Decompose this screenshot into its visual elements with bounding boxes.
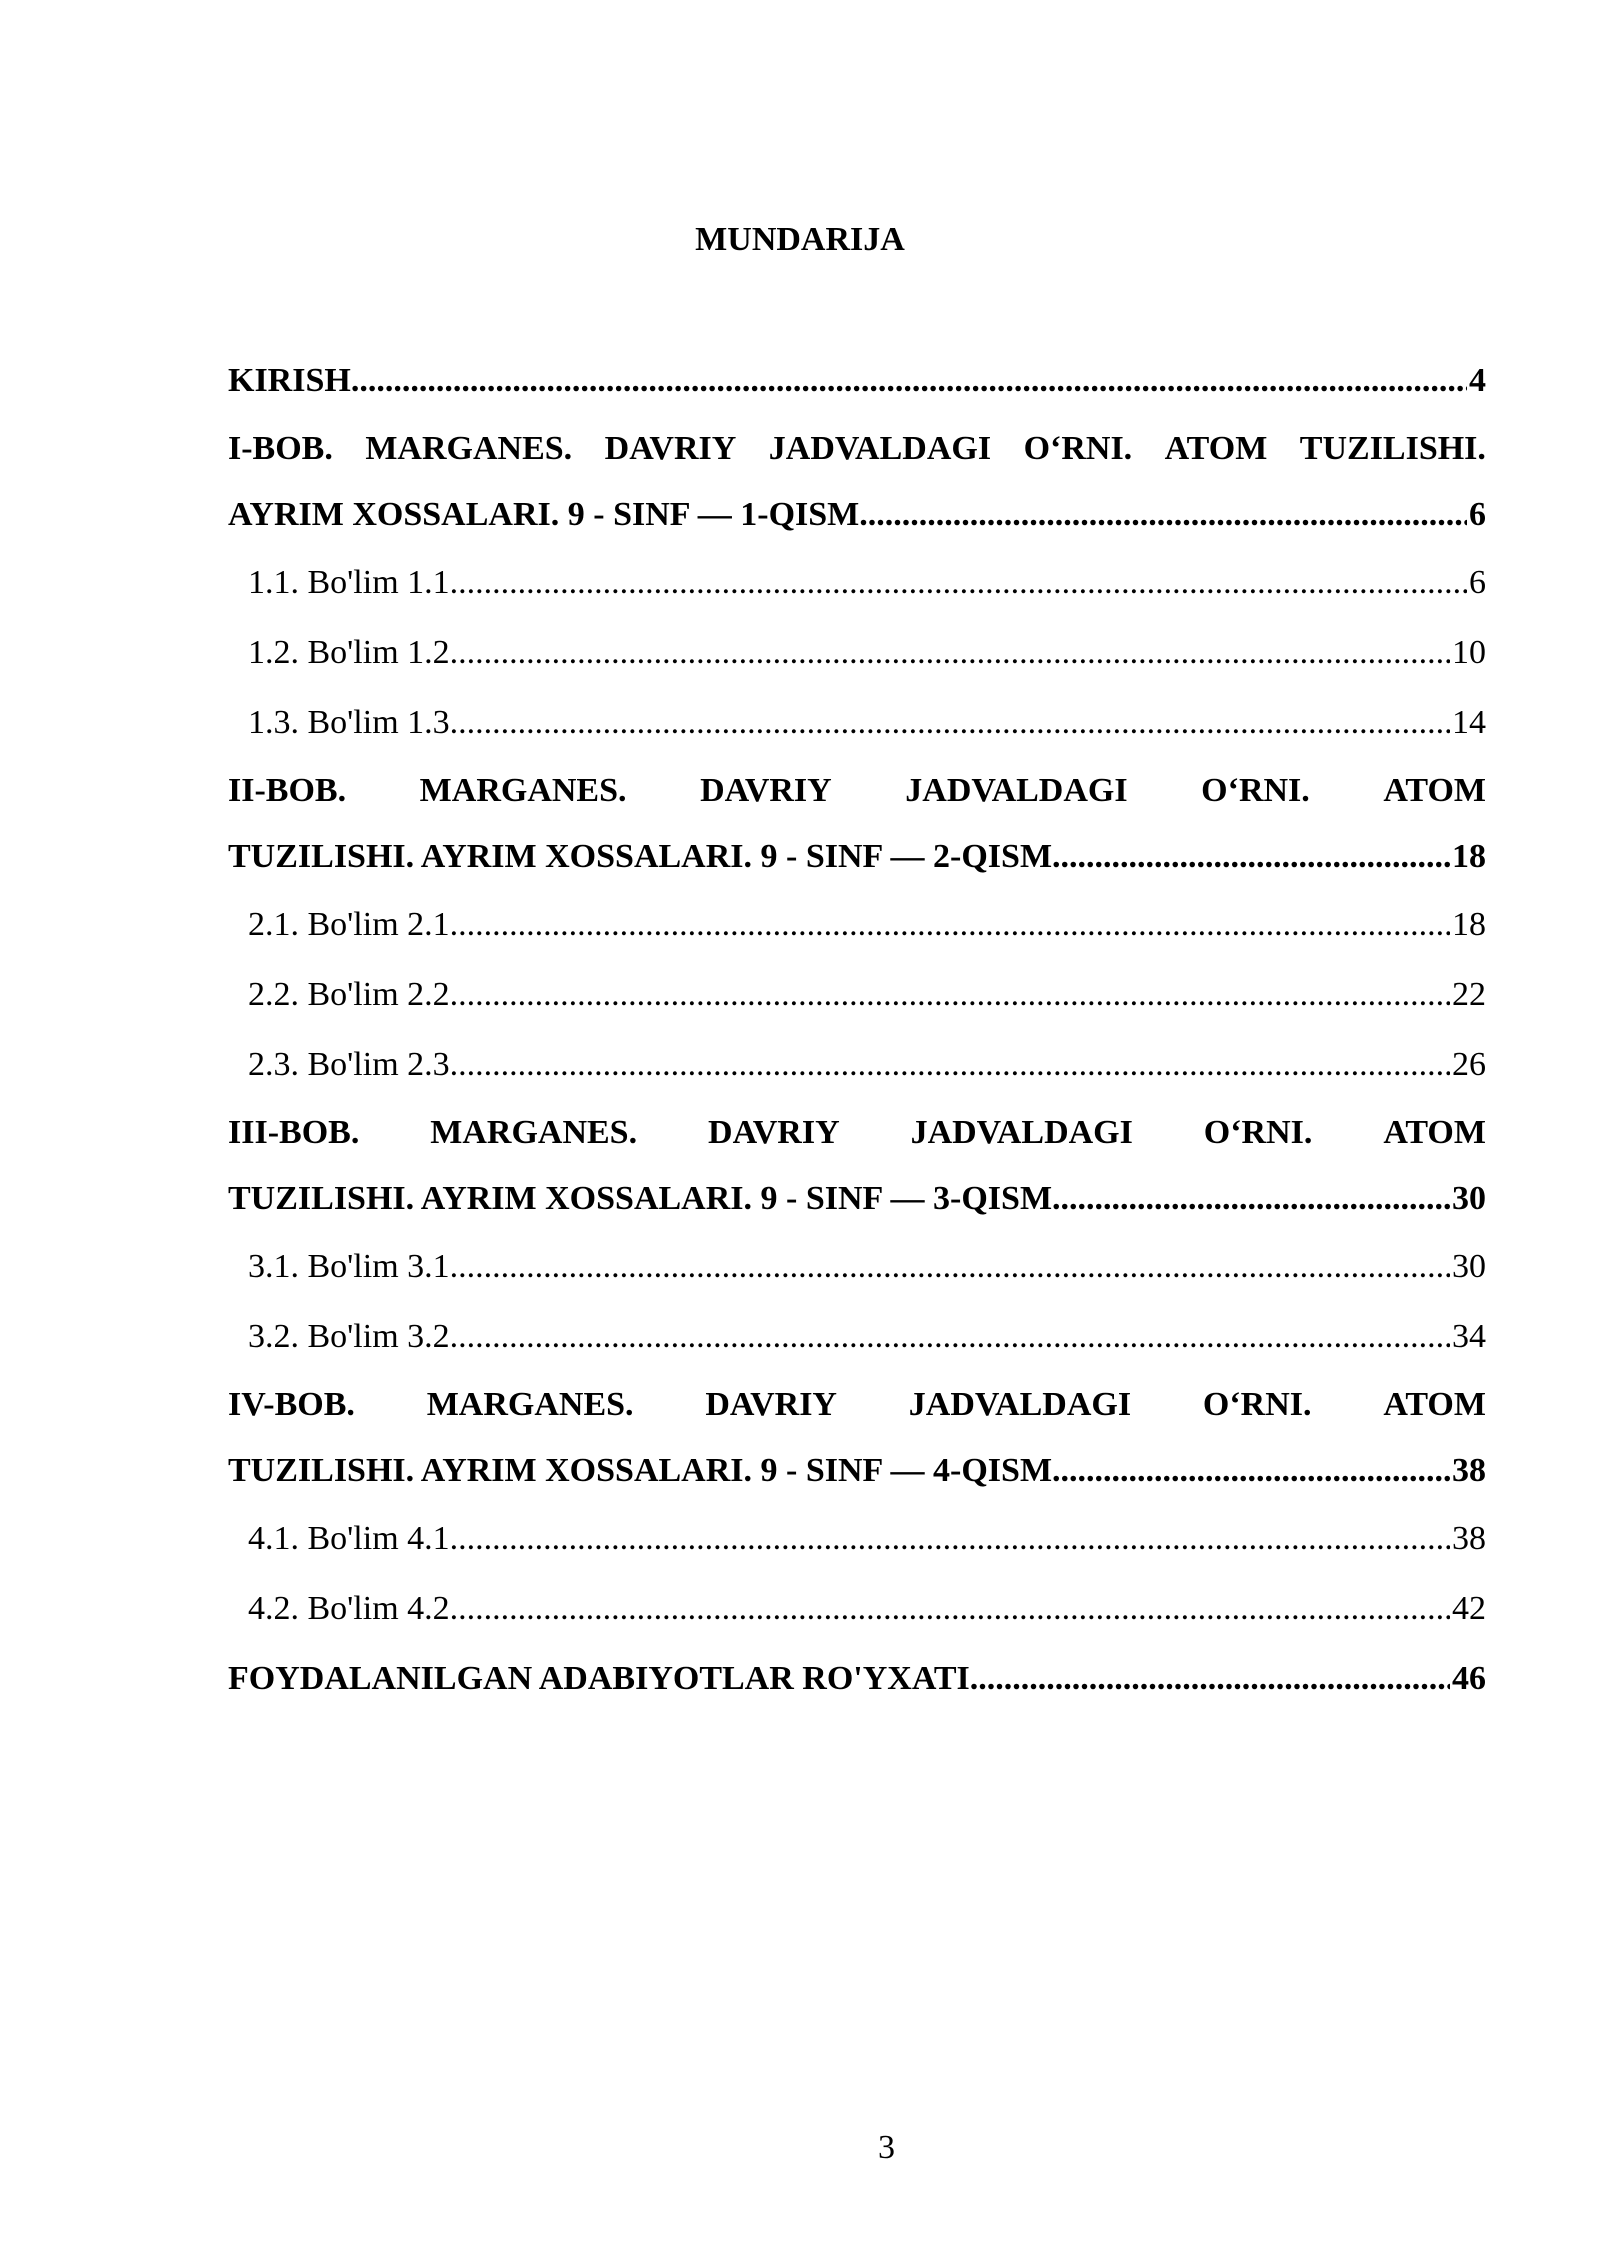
toc-entry-label: TUZILISHI. AYRIM XOSSALARI. 9 - SINF — 3-QISM bbox=[228, 1180, 1053, 1217]
dot-leader bbox=[450, 1302, 1450, 1372]
dot-leader bbox=[450, 890, 1450, 960]
dot-leader bbox=[1052, 1438, 1450, 1504]
dot-leader bbox=[450, 1232, 1450, 1302]
toc-entry-label: 4.2. Bo'lim 4.2 bbox=[248, 1590, 450, 1627]
toc-section-2-2[interactable] bbox=[228, 960, 1486, 1030]
word: JADVALDAGI bbox=[908, 1386, 1132, 1423]
toc-section-2-3[interactable] bbox=[228, 1030, 1486, 1100]
toc-section-4-1[interactable] bbox=[228, 1504, 1486, 1574]
word: JADVALDAGI bbox=[910, 1114, 1133, 1151]
toc-entry-page: 10 bbox=[1452, 634, 1486, 671]
toc-entry-label: 2.1. Bo'lim 2.1 bbox=[248, 906, 450, 943]
toc-entry-label: AYRIM XOSSALARI. 9 - SINF — 1-QISM bbox=[228, 496, 860, 533]
toc-entry-page: 38 bbox=[1452, 1452, 1486, 1489]
word: MARGANES. bbox=[426, 1386, 634, 1423]
toc-entry-page: 42 bbox=[1452, 1590, 1486, 1627]
dot-leader bbox=[1052, 1166, 1450, 1232]
toc-section-1-3[interactable] bbox=[228, 688, 1486, 758]
toc-entry-label: TUZILISHI. AYRIM XOSSALARI. 9 - SINF — 2-QISM bbox=[228, 838, 1053, 875]
word: MARGANES. bbox=[365, 430, 573, 467]
word: DAVRIY bbox=[604, 430, 737, 467]
toc-chapter-3-line2[interactable] bbox=[228, 1166, 1486, 1232]
dot-leader bbox=[1052, 824, 1450, 890]
word: ATOM bbox=[1164, 430, 1268, 467]
word: II-BOB. bbox=[228, 772, 347, 809]
toc-entry-label: 3.2. Bo'lim 3.2 bbox=[248, 1318, 450, 1355]
dot-leader bbox=[450, 1030, 1450, 1100]
dot-leader bbox=[450, 1504, 1450, 1574]
dot-leader bbox=[859, 482, 1467, 548]
word: O‘RNI. bbox=[1202, 1386, 1312, 1423]
toc-entry-page: 6 bbox=[1469, 496, 1486, 533]
toc-entry-page: 4 bbox=[1469, 362, 1486, 399]
toc-section-3-2[interactable] bbox=[228, 1302, 1486, 1372]
word: I-BOB. bbox=[228, 430, 333, 467]
word: JADVALDAGI bbox=[768, 430, 992, 467]
dot-leader bbox=[351, 346, 1467, 416]
toc-entry-kirish[interactable] bbox=[228, 346, 1486, 416]
toc-entry-label: 2.3. Bo'lim 2.3 bbox=[248, 1046, 450, 1083]
dot-leader bbox=[970, 1644, 1450, 1714]
toc-entry-references[interactable] bbox=[228, 1644, 1486, 1714]
dot-leader bbox=[450, 548, 1467, 618]
toc-chapter-2-line2[interactable] bbox=[228, 824, 1486, 890]
dot-leader bbox=[450, 688, 1450, 758]
word: MARGANES. bbox=[430, 1114, 638, 1151]
toc-section-1-1[interactable] bbox=[228, 548, 1486, 618]
toc-entry-label: 1.3. Bo'lim 1.3 bbox=[248, 704, 450, 741]
toc-entry-label: 1.2. Bo'lim 1.2 bbox=[248, 634, 450, 671]
toc-entry-page: 18 bbox=[1452, 838, 1486, 875]
toc-chapter-3-line1[interactable] bbox=[228, 1100, 1486, 1166]
dot-leader bbox=[450, 618, 1450, 688]
word: JADVALDAGI bbox=[905, 772, 1128, 809]
toc-section-2-1[interactable] bbox=[228, 890, 1486, 960]
toc-chapter-4-line2[interactable] bbox=[228, 1438, 1486, 1504]
word: III-BOB. bbox=[228, 1114, 360, 1151]
toc-entry-page: 38 bbox=[1452, 1520, 1486, 1557]
toc-entry-page: 30 bbox=[1452, 1180, 1486, 1217]
toc-chapter-2-line1[interactable] bbox=[228, 758, 1486, 824]
word: DAVRIY bbox=[708, 1114, 840, 1151]
toc-entry-page: 30 bbox=[1452, 1248, 1486, 1285]
word: TUZILISHI. bbox=[1299, 430, 1486, 467]
toc-entry-page: 18 bbox=[1452, 906, 1486, 943]
toc-chapter-1-line1[interactable] bbox=[228, 416, 1486, 482]
word: O‘RNI. bbox=[1023, 430, 1133, 467]
toc-section-4-2[interactable] bbox=[228, 1574, 1486, 1644]
toc-entry-page: 46 bbox=[1452, 1660, 1486, 1697]
toc-chapter-4-line1[interactable] bbox=[228, 1372, 1486, 1438]
toc-entry-label: KIRISH bbox=[228, 362, 351, 399]
toc-entry-label: 1.1. Bo'lim 1.1 bbox=[248, 564, 450, 601]
toc-entry-label: 2.2. Bo'lim 2.2 bbox=[248, 976, 450, 1013]
toc-entry-page: 26 bbox=[1452, 1046, 1486, 1083]
toc-chapter-1-line2[interactable] bbox=[228, 482, 1486, 548]
word: MARGANES. bbox=[419, 772, 627, 809]
toc-section-1-2[interactable] bbox=[228, 618, 1486, 688]
word: ATOM bbox=[1383, 1386, 1486, 1423]
page-number: 3 bbox=[878, 2129, 895, 2166]
word: ATOM bbox=[1383, 1114, 1486, 1151]
page-title: MUNDARIJA bbox=[695, 221, 905, 258]
toc-entry-label: 3.1. Bo'lim 3.1 bbox=[248, 1248, 450, 1285]
toc-entry-page: 14 bbox=[1452, 704, 1486, 741]
toc-entry-label: 4.1. Bo'lim 4.1 bbox=[248, 1520, 450, 1557]
toc-entry-page: 22 bbox=[1452, 976, 1486, 1013]
word: ATOM bbox=[1383, 772, 1486, 809]
toc-section-3-1[interactable] bbox=[228, 1232, 1486, 1302]
word: O‘RNI. bbox=[1201, 772, 1310, 809]
word: DAVRIY bbox=[705, 1386, 837, 1423]
word: DAVRIY bbox=[700, 772, 832, 809]
toc-entry-label: TUZILISHI. AYRIM XOSSALARI. 9 - SINF — 4-QISM bbox=[228, 1452, 1053, 1489]
table-of-contents bbox=[228, 346, 1486, 1714]
toc-entry-page: 34 bbox=[1452, 1318, 1486, 1355]
toc-entry-label: FOYDALANILGAN ADABIYOTLAR RO'YXATI bbox=[228, 1660, 970, 1697]
toc-entry-page: 6 bbox=[1469, 564, 1486, 601]
dot-leader bbox=[450, 1574, 1450, 1644]
word: IV-BOB. bbox=[228, 1386, 355, 1423]
word: O‘RNI. bbox=[1203, 1114, 1313, 1151]
dot-leader bbox=[450, 960, 1450, 1030]
